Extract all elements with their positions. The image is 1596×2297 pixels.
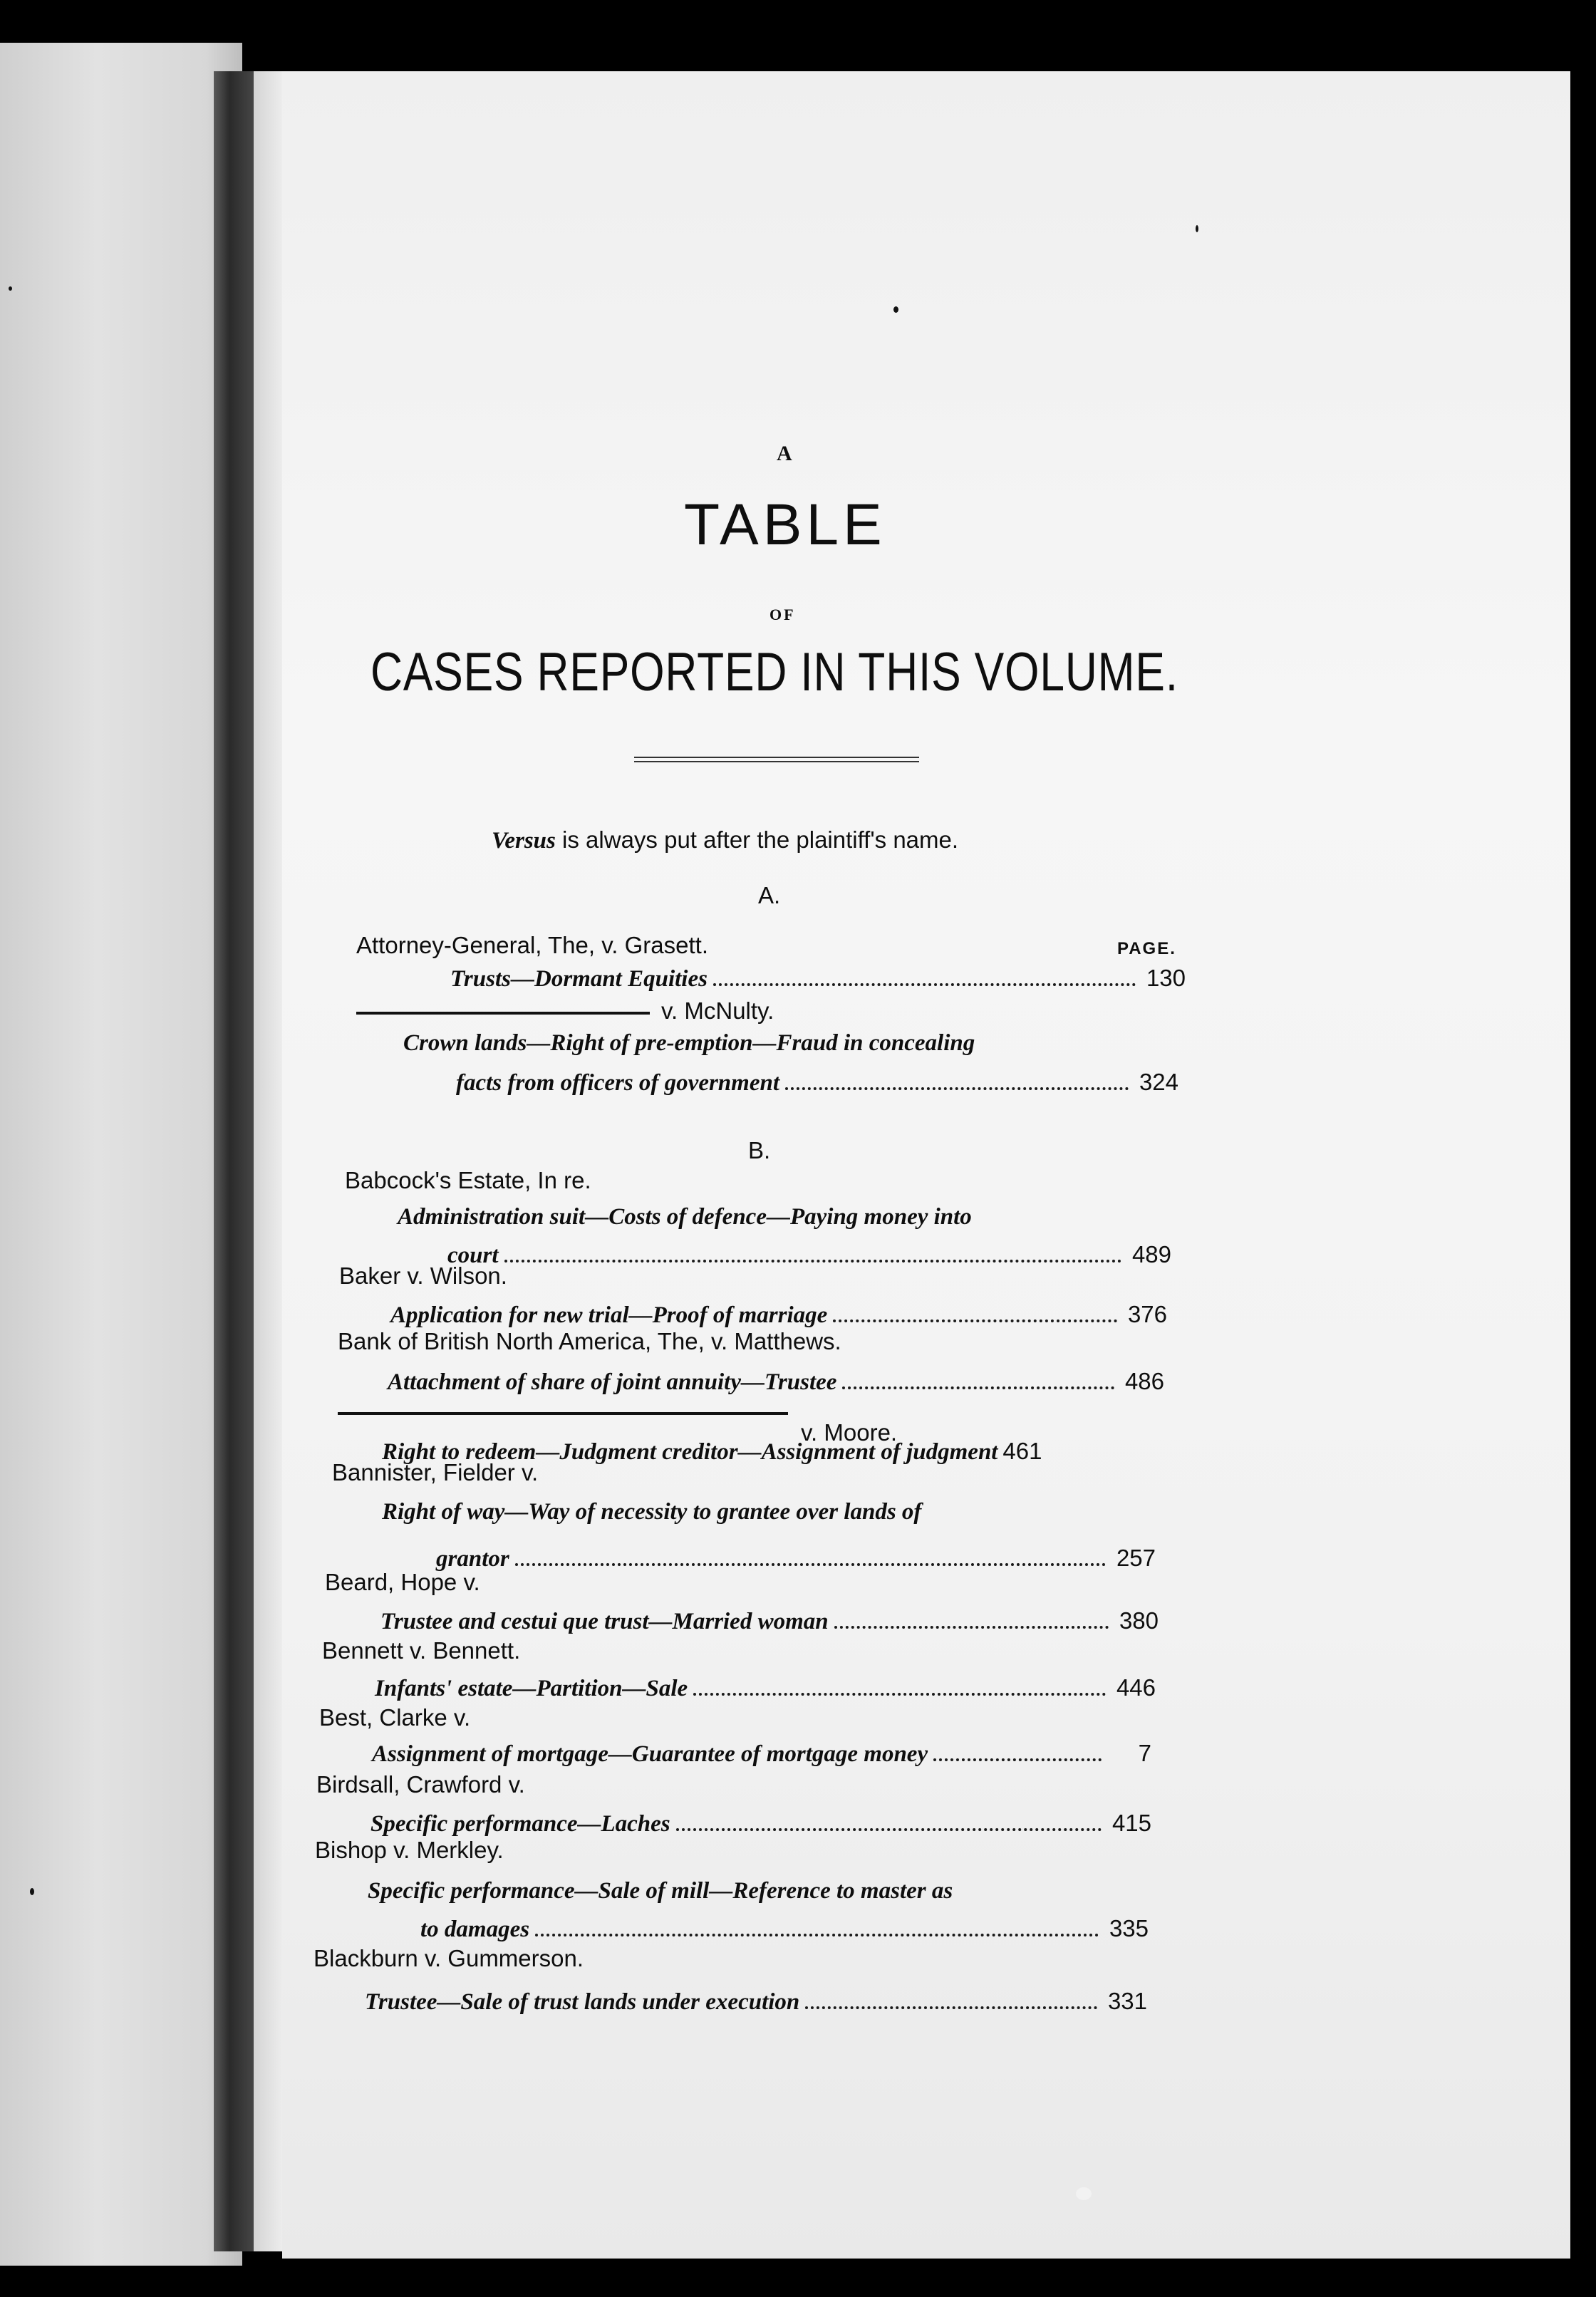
leader-dots [785,1087,1129,1090]
case-subject-line [370,1810,1151,1837]
case-subject-continued: facts from officers of government [456,1070,779,1096]
case-page-number: 130 [1146,965,1186,991]
heading-of: OF [770,606,796,623]
case-subject-continued: court [447,1243,499,1268]
case-page-number: 415 [1112,1810,1151,1836]
case-subject: Infants' estate—Partition—Sale [375,1676,688,1701]
case-name: Bishop v. Merkley. [315,1837,504,1863]
case-subject-line [365,1988,1147,2016]
case-subject-line [372,1740,1151,1768]
case-subject-line [450,965,1186,992]
case-page-number: 7 [1138,1740,1151,1766]
ditto-rule [338,1412,788,1415]
case-name: Blackburn v. Gummerson. [314,1945,584,1971]
scan-speck [30,1888,34,1895]
case-name: Beard, Hope v. [325,1569,480,1595]
leader-dots [515,1563,1106,1566]
case-name: Bannister, Fielder v. [332,1459,539,1485]
case-page-number: 257 [1116,1545,1156,1571]
book-gutter [214,71,254,2251]
case-name: Baker v. Wilson. [339,1262,507,1289]
case-name: Birdsall, Crawford v. [316,1771,525,1798]
leader-dots [676,1828,1102,1831]
case-subject-line [456,1069,1178,1096]
heading-cases-reported: CASES REPORTED IN THIS VOLUME. [370,642,1178,702]
case-page-number: 335 [1109,1915,1149,1941]
case-subject-line [375,1674,1156,1702]
case-subject-line [390,1301,1167,1329]
section-letter-a: A. [758,882,781,908]
leader-dots [535,1934,1099,1936]
case-page-number: 446 [1116,1674,1156,1701]
case-subject: Crown lands—Right of pre-emption—Fraud in concealing [403,1030,975,1056]
case-subject-continued: to damages [420,1917,530,1942]
case-name: v. Moore. [801,1419,898,1446]
case-subject: Trusts—Dormant Equities [450,966,708,992]
case-subject: Administration suit—Costs of defence—Paying money into [398,1204,972,1230]
title-rule-ornament [634,757,919,767]
case-name: Best, Clarke v. [319,1704,471,1731]
scan-speck [1076,2187,1092,2200]
versus-note [492,826,958,854]
page-column-label: PAGE. [1117,939,1176,958]
leader-dots [504,1260,1121,1262]
case-name: Bank of British North America, The, v. Matthews. [338,1328,841,1354]
scan-speck [893,306,898,313]
case-name: Attorney-General, The, v. Grasett. [356,932,708,958]
case-subject-line [436,1545,1156,1572]
heading-table: TABLE [684,492,886,557]
gutter-margin [254,71,282,2251]
case-page-number: 461 [1002,1438,1042,1464]
case-name: v. McNulty. [661,997,774,1024]
versus-note-text: is always put after the plaintiff's name. [555,826,959,853]
case-subject: Specific performance—Sale of mill—Reference to master as [368,1878,953,1904]
case-subject: Specific performance—Laches [370,1811,670,1837]
versus-word: Versus [492,828,556,854]
leader-dots [833,1319,1117,1322]
facing-page-edge [0,43,242,2266]
case-subject-line [388,1368,1164,1396]
case-name: Bennett v. Bennett. [322,1637,521,1664]
case-subject: Trustee—Sale of trust lands under execution [365,1989,800,2015]
case-page-number: 376 [1127,1301,1167,1327]
case-subject: Application for new trial—Proof of marriage [390,1302,828,1328]
scan-speck [1196,225,1198,232]
case-page-number: 486 [1124,1368,1164,1394]
scan-speck [9,286,12,291]
case-page-number: 489 [1131,1241,1171,1267]
case-subject: Assignment of mortgage—Guarantee of mortgage money [372,1741,928,1767]
case-subject-line [420,1915,1149,1943]
leader-dots [805,2006,1097,2009]
case-subject-continued: grantor [436,1546,509,1572]
section-letter-b: B. [748,1137,771,1163]
case-subject-line [380,1607,1159,1635]
leader-dots [834,1626,1109,1629]
ditto-rule [356,1012,650,1015]
leader-dots [842,1386,1114,1389]
leader-dots [713,983,1136,986]
case-page-number: 331 [1107,1988,1147,2014]
case-subject-line [447,1241,1171,1269]
case-page-number: 380 [1119,1607,1159,1634]
case-page-number: 324 [1139,1069,1178,1095]
leader-dots [693,1693,1106,1696]
case-subject: Attachment of share of joint annuity—Trustee [388,1369,837,1395]
case-name: Babcock's Estate, In re. [345,1167,591,1193]
case-subject: Right of way—Way of necessity to grantee over lands of [382,1499,922,1525]
heading-article: A [777,442,794,465]
case-subject: Trustee and cestui que trust—Married woman [380,1609,829,1634]
case-subject: Right to redeem—Judgment creditor—Assignment of judgment [382,1439,998,1465]
leader-dots [933,1758,1102,1761]
